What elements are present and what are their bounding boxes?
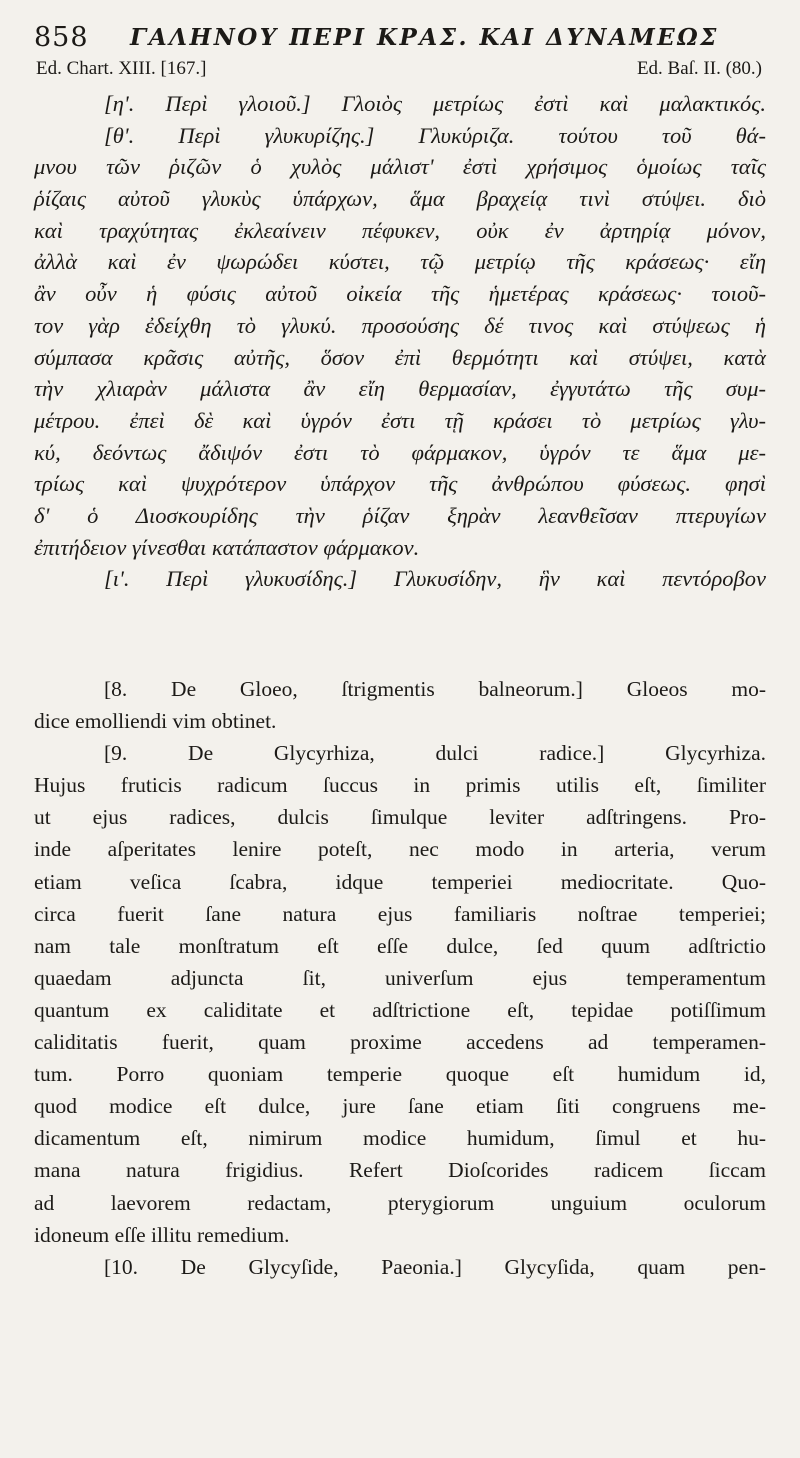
latin-line: ut ejus radices, dulcis ſimulque leviter adſtringens. Pro- <box>34 805 766 830</box>
edition-basel: Ed. Baſ. II. (80.) <box>636 58 762 79</box>
latin-line: inde aſperitates lenire poteſt, nec modo in arteria, verum <box>34 837 766 862</box>
latin-line: quantum ex caliditate et adſtrictione eſt, tepidae potiſſimum <box>34 997 766 1022</box>
greek-line: τον γὰρ ἐδείχθη τὸ γλυκύ. προσούσης δέ τινος καὶ στύψεως ἡ <box>34 312 766 338</box>
greek-line: ἀλλὰ καὶ ἐν ψωρώδει κύστει, τῷ μετρίῳ τῆς κράσεως· εἴη <box>34 249 766 275</box>
greek-line: μέτρου. ἐπεὶ δὲ καὶ ὑγρόν ἐστι τῇ κράσει τὸ μετρίως γλυ- <box>34 407 766 433</box>
greek-line: κύ, δεόντως ἄδιψόν ἐστι τὸ φάρμακον, ὑγρόν τε ἅμα με- <box>34 439 766 465</box>
page-number: 858 <box>34 22 89 53</box>
latin-line: dice emolliendi vim obtinet. <box>34 709 277 734</box>
greek-line: ἂν οὖν ἡ φύσις αὐτοῦ οἰκεία τῆς ἡμετέρας κράσεως· τοιοῦ- <box>34 281 766 307</box>
greek-line: [θ'. Περὶ γλυκυρίζης.] Γλυκύριζα. τούτου τοῦ θά- <box>104 122 766 148</box>
edition-chartier: Ed. Chart. XIII. [167.] <box>36 58 207 79</box>
greek-line: καὶ τραχύτητας ἐκλεαίνειν πέφυκεν, οὐκ ἐν ἀρτηρίᾳ μόνον, <box>34 217 766 243</box>
latin-line: ad laevorem redactam, pterygiorum unguium oculorum <box>34 1190 766 1215</box>
greek-line: ῥίζαις αὐτοῦ γλυκὺς ὑπάρχων, ἅμα βραχείᾳ τινὶ στύψει. διὸ <box>34 186 766 212</box>
latin-line: quod modice eſt dulce, jure ſane etiam ſiti congruens me- <box>34 1094 766 1119</box>
greek-line: [η'. Περὶ γλοιοῦ.] Γλοιὸς μετρίως ἐστὶ καὶ μαλακτικός. <box>104 91 766 116</box>
greek-line: [ι'. Περὶ γλυκυσίδης.] Γλυκυσίδην, ἣν καὶ πεντόροβον <box>104 566 766 592</box>
latin-line: quaedam adjuncta ſit, univerſum ejus temperamentum <box>34 965 766 990</box>
page-header <box>34 18 766 58</box>
latin-line: circa fuerit ſane natura ejus familiaris noſtrae temperiei; <box>34 901 766 926</box>
latin-line: [10. De Glycyſide, Paeonia.] Glycyſida, quam pen- <box>104 1254 766 1279</box>
greek-line: τὴν χλιαρὰν μάλιστα ἂν εἴη θερμασίαν, ἐγγυτάτω τῆς συμ- <box>34 376 766 402</box>
latin-line: Hujus fruticis radicum ſuccus in primis utilis eſt, ſimiliter <box>34 773 766 798</box>
greek-line: δ' ὁ Διοσκουρίδης τὴν ῥίζαν ξηρὰν λεανθεῖσαν πτερυγίων <box>34 502 766 528</box>
running-title: ΓΑΛΗΝΟΥ ΠΕΡΙ ΚΡΑΣ. ΚΑΙ ΔΥΝΑΜΕΩΣ <box>130 24 719 51</box>
latin-text-block <box>34 673 766 1283</box>
greek-line: σύμπασα κρᾶσις αὐτῆς, ὅσον ἐπὶ θερμότητι καὶ στύψει, κατὰ <box>34 344 766 370</box>
greek-line: τρίως καὶ ψυχρότερον ὑπάρχον τῆς ἀνθρώπου φύσεως. φησὶ <box>34 471 766 497</box>
latin-line: [8. De Gloeo, ſtrigmentis balneorum.] Gloeos mo- <box>104 677 766 701</box>
latin-line: dicamentum eſt, nimirum modice humidum, ſimul et hu- <box>34 1126 766 1151</box>
latin-line: [9. De Glycyrhiza, dulci radice.] Glycyrhiza. <box>104 741 766 766</box>
latin-line: caliditatis fuerit, quam proxime accedens ad temperamen- <box>34 1030 766 1055</box>
greek-line: μνου τῶν ῥιζῶν ὁ χυλὸς μάλιστ' ἐστὶ χρήσιμος ὁμοίως ταῖς <box>34 154 766 180</box>
edition-references <box>34 58 766 84</box>
latin-line: tum. Porro quoniam temperie quoque eſt humidum id, <box>34 1062 766 1087</box>
latin-line: mana natura frigidius. Refert Dioſcorides radicem ſiccam <box>34 1158 766 1183</box>
greek-text-block <box>34 88 766 595</box>
latin-line: etiam veſica ſcabra, idque temperiei mediocritate. Quo- <box>34 869 766 894</box>
greek-line: ἐπιτήδειον γίνεσθαι κατάπαστον φάρμακον. <box>34 534 420 560</box>
latin-line: nam tale monſtratum eſt eſſe dulce, ſed quum adſtrictio <box>34 933 766 958</box>
latin-line: idoneum eſſe illitu remedium. <box>34 1222 290 1247</box>
